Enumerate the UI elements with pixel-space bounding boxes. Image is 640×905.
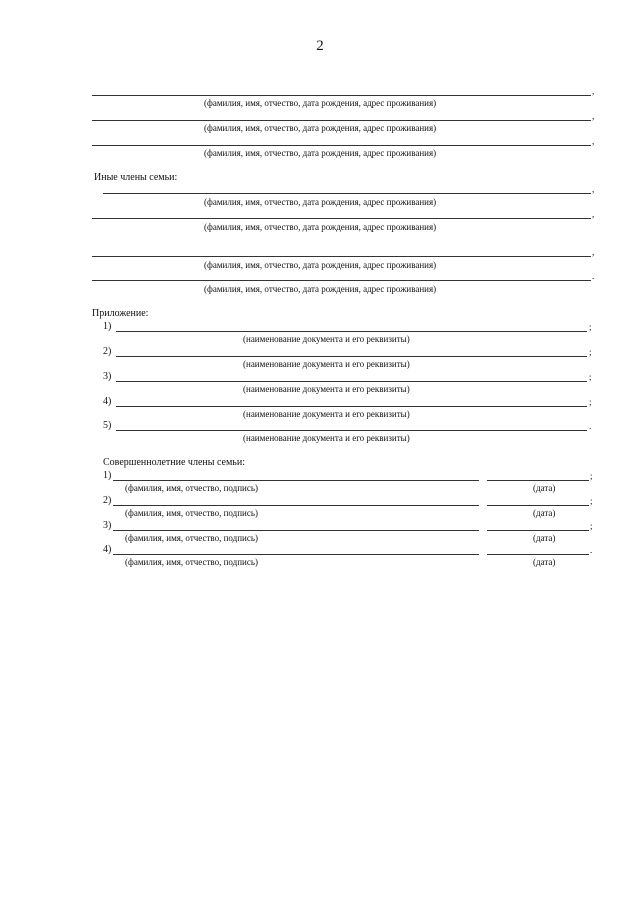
document-caption: (наименование документа и его реквизиты): [243, 359, 410, 369]
line-end-period: .: [592, 271, 595, 281]
attachment-index: 2): [103, 346, 112, 357]
name-signature-line[interactable]: [113, 554, 479, 555]
date-caption: (дата): [533, 483, 556, 493]
line-end-period: .: [590, 545, 593, 555]
line-end-comma: ,: [592, 136, 595, 146]
input-line[interactable]: [116, 406, 587, 407]
line-end-comma: ,: [592, 247, 595, 257]
other-family-title: Иные члены семьи:: [94, 172, 178, 183]
attachment-index: 4): [103, 396, 112, 407]
line-end-period: .: [589, 421, 592, 431]
date-line[interactable]: [487, 505, 589, 506]
date-caption: (дата): [533, 533, 556, 543]
document-caption: (наименование документа и его реквизиты): [243, 384, 410, 394]
name-signature-line[interactable]: [113, 530, 479, 531]
input-line[interactable]: [92, 95, 591, 96]
signature-caption: (фамилия, имя, отчество, подпись): [125, 557, 258, 567]
input-line[interactable]: [92, 218, 591, 219]
line-end-semicolon: ;: [589, 322, 592, 332]
person-caption: (фамилия, имя, отчество, дата рождения, адрес проживания): [204, 98, 437, 108]
line-end-semicolon: ;: [590, 496, 593, 506]
person-caption: (фамилия, имя, отчество, дата рождения, адрес проживания): [204, 197, 437, 207]
date-line[interactable]: [487, 554, 589, 555]
adult-members-title: Совершеннолетние члены семьи:: [103, 457, 245, 468]
date-caption: (дата): [533, 508, 556, 518]
input-line[interactable]: [116, 381, 587, 382]
line-end-comma: ,: [592, 111, 595, 121]
date-line[interactable]: [487, 530, 589, 531]
line-end-comma: ,: [592, 184, 595, 194]
attachment-index: 5): [103, 420, 112, 431]
attachment-index: 3): [103, 371, 112, 382]
person-caption: (фамилия, имя, отчество, дата рождения, адрес проживания): [204, 123, 437, 133]
signature-caption: (фамилия, имя, отчество, подпись): [125, 533, 258, 543]
input-line[interactable]: [116, 430, 587, 431]
person-caption: (фамилия, имя, отчество, дата рождения, адрес проживания): [204, 260, 437, 270]
line-end-semicolon: ;: [590, 521, 593, 531]
adult-index: 4): [103, 544, 112, 555]
attachment-index: 1): [103, 321, 112, 332]
signature-caption: (фамилия, имя, отчество, подпись): [125, 483, 258, 493]
adult-index: 1): [103, 470, 112, 481]
adult-index: 3): [103, 520, 112, 531]
adult-index: 2): [103, 495, 112, 506]
document-caption: (наименование документа и его реквизиты): [243, 334, 410, 344]
person-caption: (фамилия, имя, отчество, дата рождения, адрес проживания): [204, 284, 437, 294]
document-caption: (наименование документа и его реквизиты): [243, 433, 410, 443]
signature-caption: (фамилия, имя, отчество, подпись): [125, 508, 258, 518]
input-line[interactable]: [92, 120, 591, 121]
line-end-comma: ,: [592, 209, 595, 219]
date-line[interactable]: [487, 480, 589, 481]
attachment-title: Приложение:: [92, 308, 149, 319]
document-caption: (наименование документа и его реквизиты): [243, 409, 410, 419]
line-end-semicolon: ;: [590, 471, 593, 481]
input-line[interactable]: [92, 280, 591, 281]
name-signature-line[interactable]: [113, 505, 479, 506]
line-end-semicolon: ;: [589, 372, 592, 382]
input-line[interactable]: [92, 145, 591, 146]
input-line[interactable]: [103, 193, 591, 194]
date-caption: (дата): [533, 557, 556, 567]
line-end-semicolon: ;: [589, 347, 592, 357]
page-number: 2: [316, 38, 324, 54]
person-caption: (фамилия, имя, отчество, дата рождения, адрес проживания): [204, 148, 437, 158]
name-signature-line[interactable]: [113, 480, 479, 481]
line-end-comma: ,: [592, 86, 595, 96]
line-end-semicolon: ;: [589, 397, 592, 407]
person-caption: (фамилия, имя, отчество, дата рождения, адрес проживания): [204, 222, 437, 232]
input-line[interactable]: [116, 356, 587, 357]
input-line[interactable]: [92, 256, 591, 257]
input-line[interactable]: [116, 331, 587, 332]
